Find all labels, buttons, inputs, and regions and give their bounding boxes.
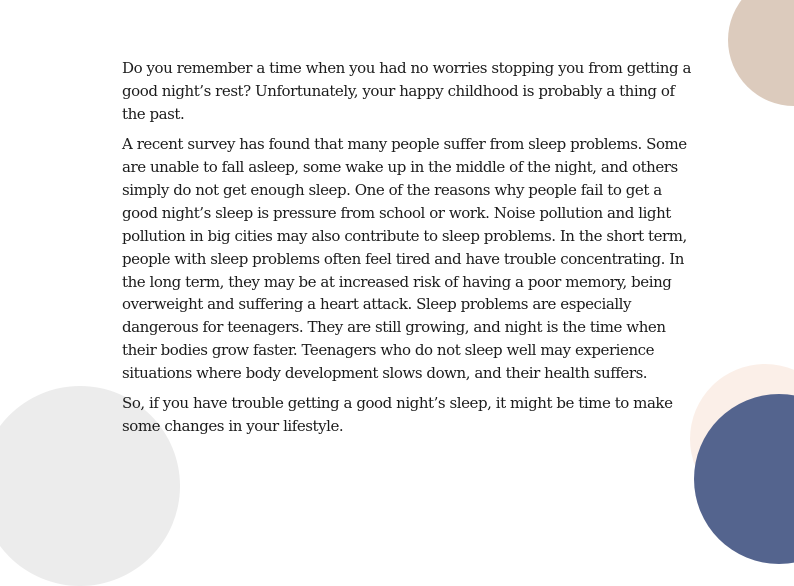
decorative-tan-circle: [728, 0, 794, 106]
paragraph-survey: A recent survey has found that many people suffer from sleep problems. Some are unable to fall asleep, some wake up in the middle of the night, and others simply do not get enough sleep. One of the reasons why people fail to get a good night’s sleep is pressure from school or work. Noise pollution and light pollution in big cities may also contribute to sleep problems. In the short term, people with sleep problems often feel tired and have trouble concentrating. In the long term, they may be at increased risk of having a poor memory, being overweight and suffering a heart attack. Sleep problems are especially dangerous for teenagers. They are still growing, and night is the time when their bodies grow faster. Teenagers who do not sleep well may experience situations where body development slows down, and their health suffers.: [122, 135, 687, 383]
article-text: [122, 57, 692, 446]
paragraph-conclusion: So, if you have trouble getting a good night’s sleep, it might be time to make some changes in your lifestyle.: [122, 394, 673, 436]
paragraph-intro: Do you remember a time when you had no worries stopping you from getting a good night’s rest? Unfortunately, your happy childhood is probably a thing of the past.: [122, 59, 691, 123]
